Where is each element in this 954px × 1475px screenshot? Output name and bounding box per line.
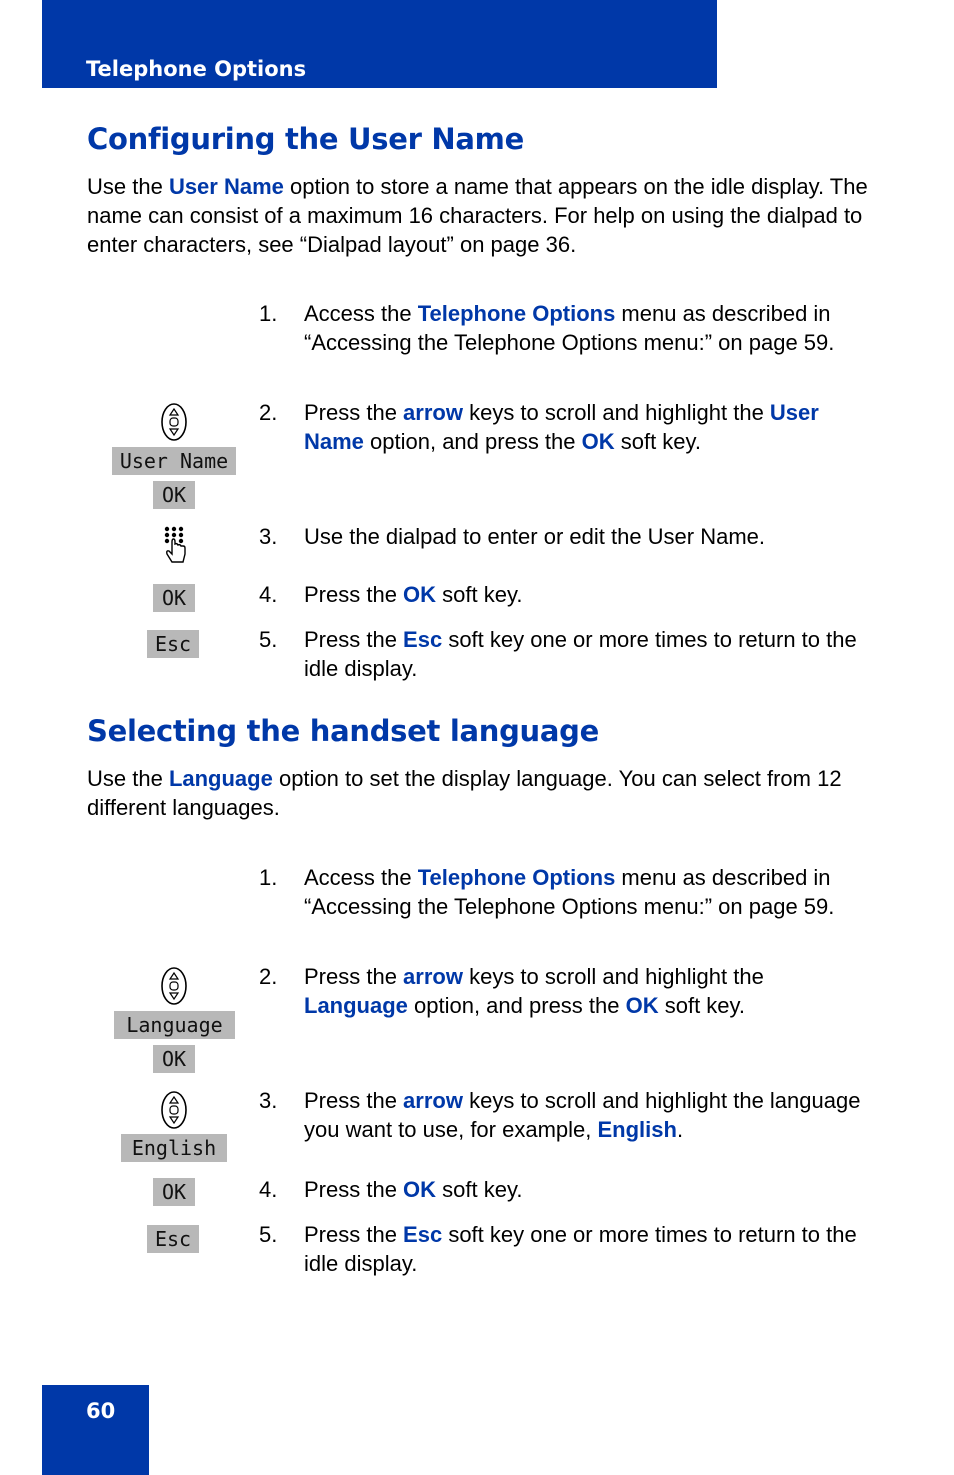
step-3: 3. Press the arrow keys to scroll and highlight the language you want to use, for example, English. (259, 1088, 861, 1142)
intro-language: Use the Language option to set the display language. You can select from 12 different languages. (87, 766, 842, 820)
lcd-ok-softkey: OK (153, 481, 195, 509)
footer-band (42, 1385, 149, 1475)
page-number: 60 (86, 1399, 116, 1423)
step-1: 1. Access the Telephone Options menu as described in “Accessing the Telephone Options menu:” on page 59. (259, 301, 835, 355)
heading-user-name: Configuring the User Name (87, 122, 524, 156)
lcd-esc-softkey: Esc (147, 1225, 199, 1253)
step-4: 4. Press the OK soft key. (259, 1177, 523, 1202)
step-5: 5. Press the Esc soft key one or more times to return to the idle display. (259, 627, 857, 681)
header-band (42, 0, 717, 88)
step-5: 5. Press the Esc soft key one or more times to return to the idle display. (259, 1222, 857, 1276)
step-3: 3. Use the dialpad to enter or edit the User Name. (259, 524, 766, 549)
section-title: Telephone Options (86, 57, 307, 81)
step-4: 4. Press the OK soft key. (259, 582, 523, 607)
step-2: 2. Press the arrow keys to scroll and highlight the Language option, and press the OK soft key. (259, 964, 764, 1018)
lcd-english: English (121, 1134, 227, 1162)
dialpad-hand-icon (159, 524, 191, 568)
lcd-ok-softkey: OK (153, 1045, 195, 1073)
intro-user-name: Use the User Name option to store a name that appears on the idle display. The name can consist of a maximum 16 characters. For help on using the dialpad to enter characters, see “Dialpad layout” on page 36. (87, 174, 868, 257)
step-1: 1. Access the Telephone Options menu as described in “Accessing the Telephone Options menu:” on page 59. (259, 865, 835, 919)
lcd-ok-softkey: OK (153, 584, 195, 612)
lcd-esc-softkey: Esc (147, 630, 199, 658)
heading-handset-language: Selecting the handset language (87, 714, 599, 748)
step-2: 2. Press the arrow keys to scroll and highlight the User Name option, and press the OK soft key. (259, 400, 819, 454)
navigation-arrows-icon (160, 402, 188, 442)
lcd-user-name: User Name (112, 447, 236, 475)
navigation-arrows-icon (160, 966, 188, 1006)
lcd-ok-softkey: OK (153, 1178, 195, 1206)
navigation-arrows-icon (160, 1090, 188, 1130)
lcd-language: Language (114, 1011, 235, 1039)
